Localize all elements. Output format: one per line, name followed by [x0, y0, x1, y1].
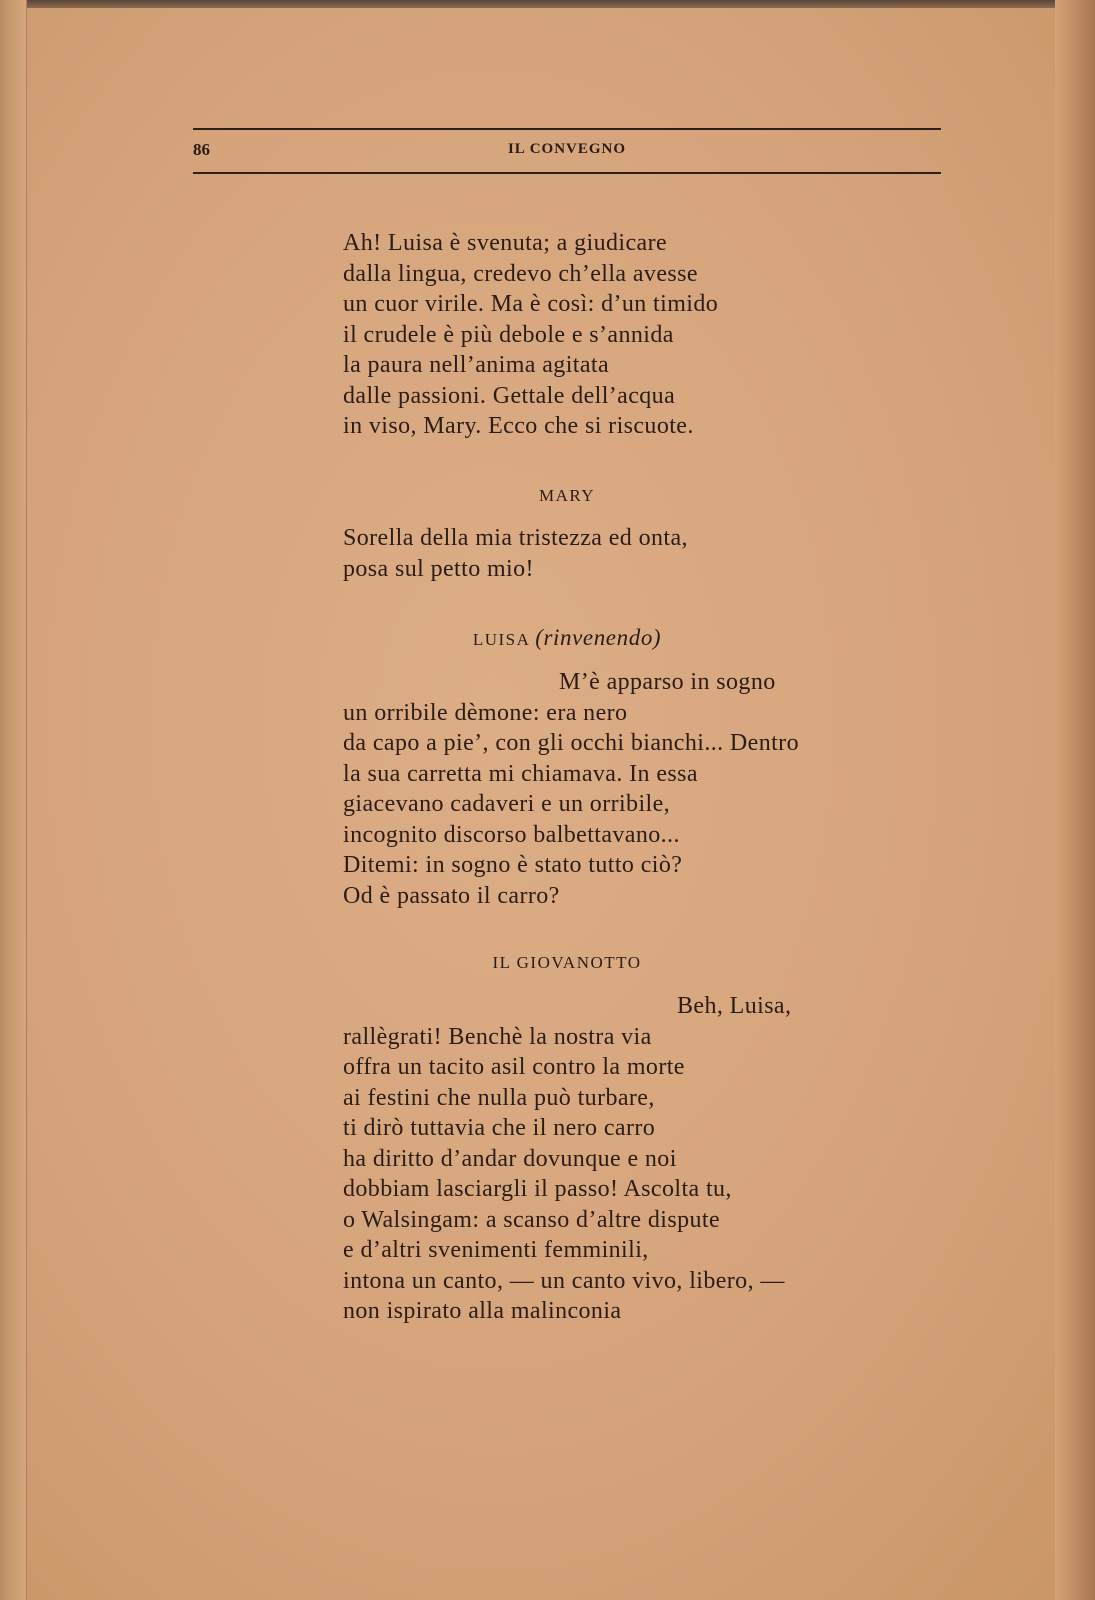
verse-line: da capo a pie’, con gli occhi bianchi... Dentro	[343, 730, 799, 756]
verse-line: il crudele è più debole e s’annida	[343, 321, 674, 348]
page-fore-edge	[1055, 0, 1095, 1600]
passage-luisa	[343, 667, 799, 911]
verse-line-continued: Beh, Luisa,	[677, 993, 792, 1019]
verse-line: e d’altri svenimenti femminili,	[343, 1237, 649, 1263]
running-header	[193, 128, 941, 174]
verse-line: rallègrati! Benchè la nostra via	[343, 1023, 652, 1050]
speaker-name: IL GIOVANOTTO	[492, 953, 642, 972]
verse-line: la paura nell’anima agitata	[343, 352, 609, 378]
running-head-title: IL CONVEGNO	[507, 141, 627, 157]
book-gutter-edge	[0, 0, 27, 1600]
speaker-name: MARY	[538, 486, 596, 505]
verse-line: o Walsingam: a scanso d’altre dispute	[343, 1206, 721, 1233]
verse-line: ha diritto d’andar dovunque e noi	[343, 1145, 677, 1172]
verse-line: Sorella della mia tristezza ed onta,	[343, 525, 688, 551]
verse-line: incognito discorso balbettavano...	[343, 821, 680, 848]
verse-line: intona un canto, — un canto vivo, libero, —	[343, 1267, 785, 1294]
page-number: 86	[193, 140, 210, 159]
passage-intro	[343, 228, 718, 442]
speaker-heading-luisa	[193, 625, 941, 651]
verse-line: un orribile dèmone: era nero	[343, 699, 628, 726]
speaker-heading-giovanotto	[193, 953, 941, 973]
verse-line-continued: M’è apparso in sogno	[559, 669, 776, 695]
verse-line: Ah! Luisa è svenuta; a giudicare	[343, 230, 668, 256]
verse-line: offra un tacito asil contro la morte	[343, 1054, 685, 1080]
verse-line: Ditemi: in sogno è stato tutto ciò?	[343, 852, 683, 878]
verse-line: ti dirò tuttavia che il nero carro	[343, 1115, 656, 1141]
verse-line: in viso, Mary. Ecco che si riscuote.	[343, 413, 694, 439]
passage-mary	[343, 523, 688, 584]
verse-line: dalla lingua, credevo ch’ella avesse	[343, 260, 698, 287]
passage-giovanotto	[343, 991, 791, 1327]
verse-line: ai festini che nulla può turbare,	[343, 1084, 655, 1111]
verse-line: Od è passato il carro?	[343, 882, 560, 909]
verse-line: un cuor virile. Ma è così: d’un timido	[343, 291, 719, 317]
stage-direction: (rinvenendo)	[535, 625, 662, 650]
speaker-heading-mary	[193, 486, 941, 506]
speaker-name: LUISA	[472, 630, 530, 649]
verse-line: non ispirato alla malinconia	[343, 1298, 622, 1324]
verse-line: dalle passioni. Gettale dell’acqua	[343, 382, 676, 409]
verse-line: la sua carretta mi chiamava. In essa	[343, 760, 698, 787]
verse-line: dobbiam lasciargli il passo! Ascolta tu,	[343, 1176, 732, 1202]
verse-line: posa sul petto mio!	[343, 555, 534, 582]
page-top-edge	[0, 0, 1095, 8]
verse-line: giacevano cadaveri e un orribile,	[343, 791, 671, 817]
